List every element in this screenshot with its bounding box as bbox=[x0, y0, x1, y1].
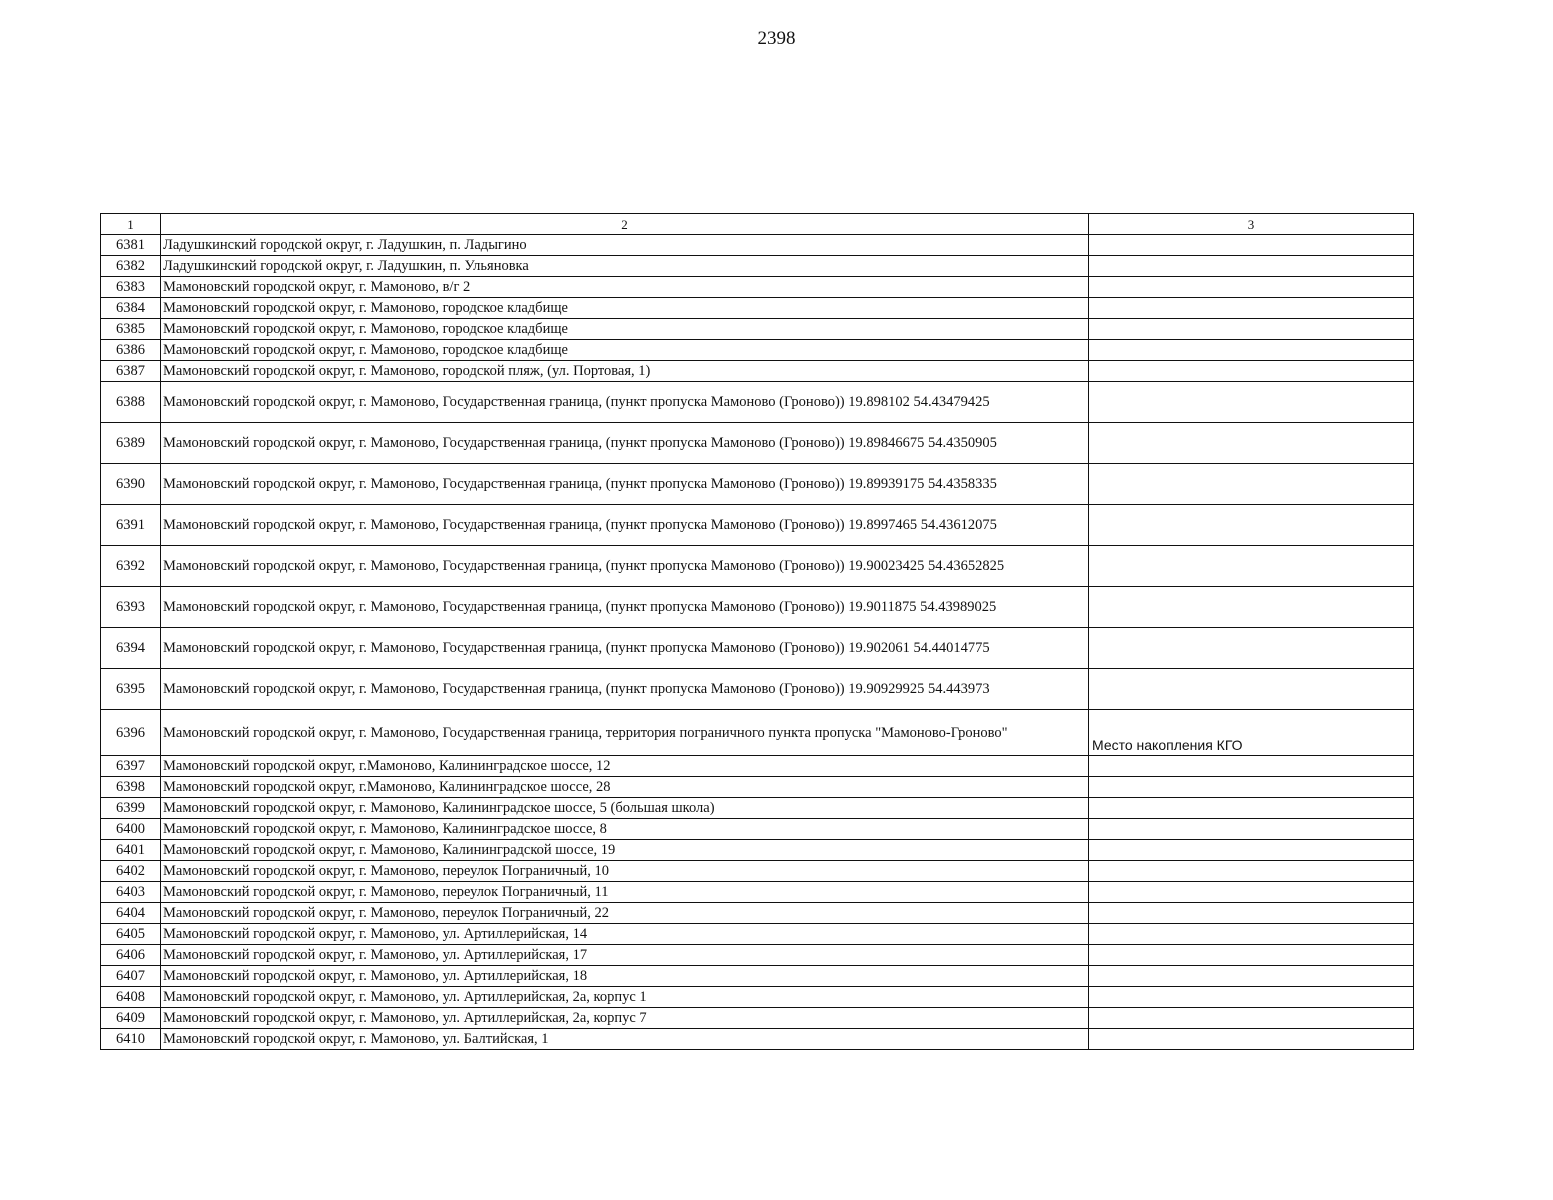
row-note bbox=[1089, 546, 1414, 587]
row-number: 6397 bbox=[101, 756, 161, 777]
row-number: 6403 bbox=[101, 882, 161, 903]
row-address: Мамоновский городской округ, г. Мамоново, ул. Артиллерийская, 2а, корпус 7 bbox=[161, 1008, 1089, 1029]
row-number: 6399 bbox=[101, 798, 161, 819]
row-number: 6396 bbox=[101, 710, 161, 756]
table-row bbox=[101, 1029, 1414, 1050]
row-address: Мамоновский городской округ, г. Мамоново, переулок Пограничный, 11 bbox=[161, 882, 1089, 903]
table-row bbox=[101, 464, 1414, 505]
registry-table bbox=[100, 213, 1414, 1050]
row-address: Мамоновский городской округ, г. Мамоново, Калининградское шоссе, 8 bbox=[161, 819, 1089, 840]
row-address: Мамоновский городской округ, г. Мамоново, ул. Артиллерийская, 18 bbox=[161, 966, 1089, 987]
row-address: Ладушкинский городской округ, г. Ладушкин, п. Ульяновка bbox=[161, 256, 1089, 277]
column-header-2: 2 bbox=[161, 214, 1089, 235]
row-number: 6395 bbox=[101, 669, 161, 710]
row-note bbox=[1089, 924, 1414, 945]
table-row bbox=[101, 505, 1414, 546]
row-note bbox=[1089, 840, 1414, 861]
table-row bbox=[101, 235, 1414, 256]
row-number: 6387 bbox=[101, 361, 161, 382]
row-note bbox=[1089, 987, 1414, 1008]
table-row bbox=[101, 361, 1414, 382]
table-row bbox=[101, 298, 1414, 319]
row-address: Мамоновский городской округ, г. Мамоново, Калининградской шоссе, 19 bbox=[161, 840, 1089, 861]
row-note bbox=[1089, 1029, 1414, 1050]
table-row bbox=[101, 319, 1414, 340]
row-address: Ладушкинский городской округ, г. Ладушкин, п. Ладыгино bbox=[161, 235, 1089, 256]
row-note bbox=[1089, 505, 1414, 546]
table-row bbox=[101, 966, 1414, 987]
row-address: Мамоновский городской округ, г.Мамоново, Калининградское шоссе, 12 bbox=[161, 756, 1089, 777]
table-row bbox=[101, 756, 1414, 777]
table-row bbox=[101, 777, 1414, 798]
table-row bbox=[101, 587, 1414, 628]
row-address: Мамоновский городской округ, г. Мамоново, городское кладбище bbox=[161, 298, 1089, 319]
row-number: 6382 bbox=[101, 256, 161, 277]
row-note bbox=[1089, 235, 1414, 256]
row-number: 6391 bbox=[101, 505, 161, 546]
row-address: Мамоновский городской округ, г. Мамоново, Государственная граница, (пункт пропуска Мамоново (Гроново)) 19.90023425 54.43652825 bbox=[161, 546, 1089, 587]
row-number: 6393 bbox=[101, 587, 161, 628]
table-row bbox=[101, 945, 1414, 966]
table-row bbox=[101, 903, 1414, 924]
table-row bbox=[101, 1008, 1414, 1029]
table-row bbox=[101, 798, 1414, 819]
row-number: 6388 bbox=[101, 382, 161, 423]
row-address: Мамоновский городской округ, г. Мамоново, Государственная граница, (пункт пропуска Мамоново (Гроново)) 19.8997465 54.43612075 bbox=[161, 505, 1089, 546]
row-note bbox=[1089, 340, 1414, 361]
row-address: Мамоновский городской округ, г. Мамоново, Государственная граница, (пункт пропуска Мамоново (Гроново)) 19.902061 54.44014775 bbox=[161, 628, 1089, 669]
row-number: 6386 bbox=[101, 340, 161, 361]
row-note bbox=[1089, 819, 1414, 840]
row-address: Мамоновский городской округ, г. Мамоново, Государственная граница, (пункт пропуска Мамоново (Гроново)) 19.89846675 54.4350905 bbox=[161, 423, 1089, 464]
page-number: 2398 bbox=[757, 28, 796, 49]
row-note bbox=[1089, 277, 1414, 298]
row-note bbox=[1089, 628, 1414, 669]
table-row bbox=[101, 277, 1414, 298]
row-number: 6398 bbox=[101, 777, 161, 798]
row-note bbox=[1089, 298, 1414, 319]
row-address: Мамоновский городской округ, г. Мамоново, Калининградское шоссе, 5 (большая школа) bbox=[161, 798, 1089, 819]
row-address: Мамоновский городской округ, г. Мамоново, ул. Артиллерийская, 17 bbox=[161, 945, 1089, 966]
table-row bbox=[101, 840, 1414, 861]
row-number: 6406 bbox=[101, 945, 161, 966]
row-address: Мамоновский городской округ, г. Мамоново, ул. Артиллерийская, 2а, корпус 1 bbox=[161, 987, 1089, 1008]
row-number: 6405 bbox=[101, 924, 161, 945]
row-number: 6409 bbox=[101, 1008, 161, 1029]
row-number: 6390 bbox=[101, 464, 161, 505]
row-address: Мамоновский городской округ, г. Мамоново, Государственная граница, (пункт пропуска Мамоново (Гроново)) 19.898102 54.43479425 bbox=[161, 382, 1089, 423]
row-address: Мамоновский городской округ, г. Мамоново, городское кладбище bbox=[161, 340, 1089, 361]
table-row bbox=[101, 861, 1414, 882]
row-number: 6392 bbox=[101, 546, 161, 587]
row-address: Мамоновский городской округ, г. Мамоново, Государственная граница, (пункт пропуска Мамоново (Гроново)) 19.90929925 54.443973 bbox=[161, 669, 1089, 710]
row-note bbox=[1089, 1008, 1414, 1029]
column-header-1: 1 bbox=[101, 214, 161, 235]
table-row bbox=[101, 628, 1414, 669]
row-address: Мамоновский городской округ, г. Мамоново, городской пляж, (ул. Портовая, 1) bbox=[161, 361, 1089, 382]
row-address: Мамоновский городской округ, г. Мамоново, городское кладбище bbox=[161, 319, 1089, 340]
row-address: Мамоновский городской округ, г. Мамоново, ул. Балтийская, 1 bbox=[161, 1029, 1089, 1050]
table-row bbox=[101, 340, 1414, 361]
row-number: 6402 bbox=[101, 861, 161, 882]
row-number: 6385 bbox=[101, 319, 161, 340]
row-address: Мамоновский городской округ, г. Мамоново, ул. Артиллерийская, 14 bbox=[161, 924, 1089, 945]
row-number: 6408 bbox=[101, 987, 161, 1008]
row-note bbox=[1089, 903, 1414, 924]
table-row bbox=[101, 882, 1414, 903]
row-number: 6389 bbox=[101, 423, 161, 464]
table-row bbox=[101, 819, 1414, 840]
table-row bbox=[101, 546, 1414, 587]
row-note bbox=[1089, 361, 1414, 382]
row-address: Мамоновский городской округ, г. Мамоново, переулок Пограничный, 10 bbox=[161, 861, 1089, 882]
row-note bbox=[1089, 945, 1414, 966]
table-row bbox=[101, 710, 1414, 756]
row-number: 6407 bbox=[101, 966, 161, 987]
table-row bbox=[101, 987, 1414, 1008]
table-row bbox=[101, 382, 1414, 423]
row-number: 6400 bbox=[101, 819, 161, 840]
row-address: Мамоновский городской округ, г.Мамоново, Калининградское шоссе, 28 bbox=[161, 777, 1089, 798]
row-address: Мамоновский городской округ, г. Мамоново, в/г 2 bbox=[161, 277, 1089, 298]
row-note bbox=[1089, 256, 1414, 277]
row-note bbox=[1089, 798, 1414, 819]
row-number: 6381 bbox=[101, 235, 161, 256]
row-number: 6404 bbox=[101, 903, 161, 924]
row-number: 6394 bbox=[101, 628, 161, 669]
table-row bbox=[101, 256, 1414, 277]
row-note bbox=[1089, 669, 1414, 710]
table-row bbox=[101, 924, 1414, 945]
table-row bbox=[101, 669, 1414, 710]
table-header-row bbox=[101, 214, 1414, 235]
row-note bbox=[1089, 464, 1414, 505]
row-number: 6384 bbox=[101, 298, 161, 319]
row-note bbox=[1089, 756, 1414, 777]
table-row bbox=[101, 423, 1414, 464]
row-number: 6410 bbox=[101, 1029, 161, 1050]
row-number: 6401 bbox=[101, 840, 161, 861]
row-address: Мамоновский городской округ, г. Мамоново, Государственная граница, (пункт пропуска Мамоново (Гроново)) 19.9011875 54.43989025 bbox=[161, 587, 1089, 628]
row-note bbox=[1089, 423, 1414, 464]
row-note bbox=[1089, 882, 1414, 903]
row-note bbox=[1089, 587, 1414, 628]
row-note: Место накопления КГО bbox=[1089, 710, 1414, 756]
row-number: 6383 bbox=[101, 277, 161, 298]
row-address: Мамоновский городской округ, г. Мамоново, Государственная граница, территория пограничного пункта пропуска "Мамоново-Гроново" bbox=[161, 710, 1089, 756]
row-note bbox=[1089, 777, 1414, 798]
row-note bbox=[1089, 319, 1414, 340]
row-address: Мамоновский городской округ, г. Мамоново, Государственная граница, (пункт пропуска Мамоново (Гроново)) 19.89939175 54.4358335 bbox=[161, 464, 1089, 505]
column-header-3: 3 bbox=[1089, 214, 1414, 235]
row-note bbox=[1089, 861, 1414, 882]
row-note bbox=[1089, 382, 1414, 423]
row-address: Мамоновский городской округ, г. Мамоново, переулок Пограничный, 22 bbox=[161, 903, 1089, 924]
row-note bbox=[1089, 966, 1414, 987]
